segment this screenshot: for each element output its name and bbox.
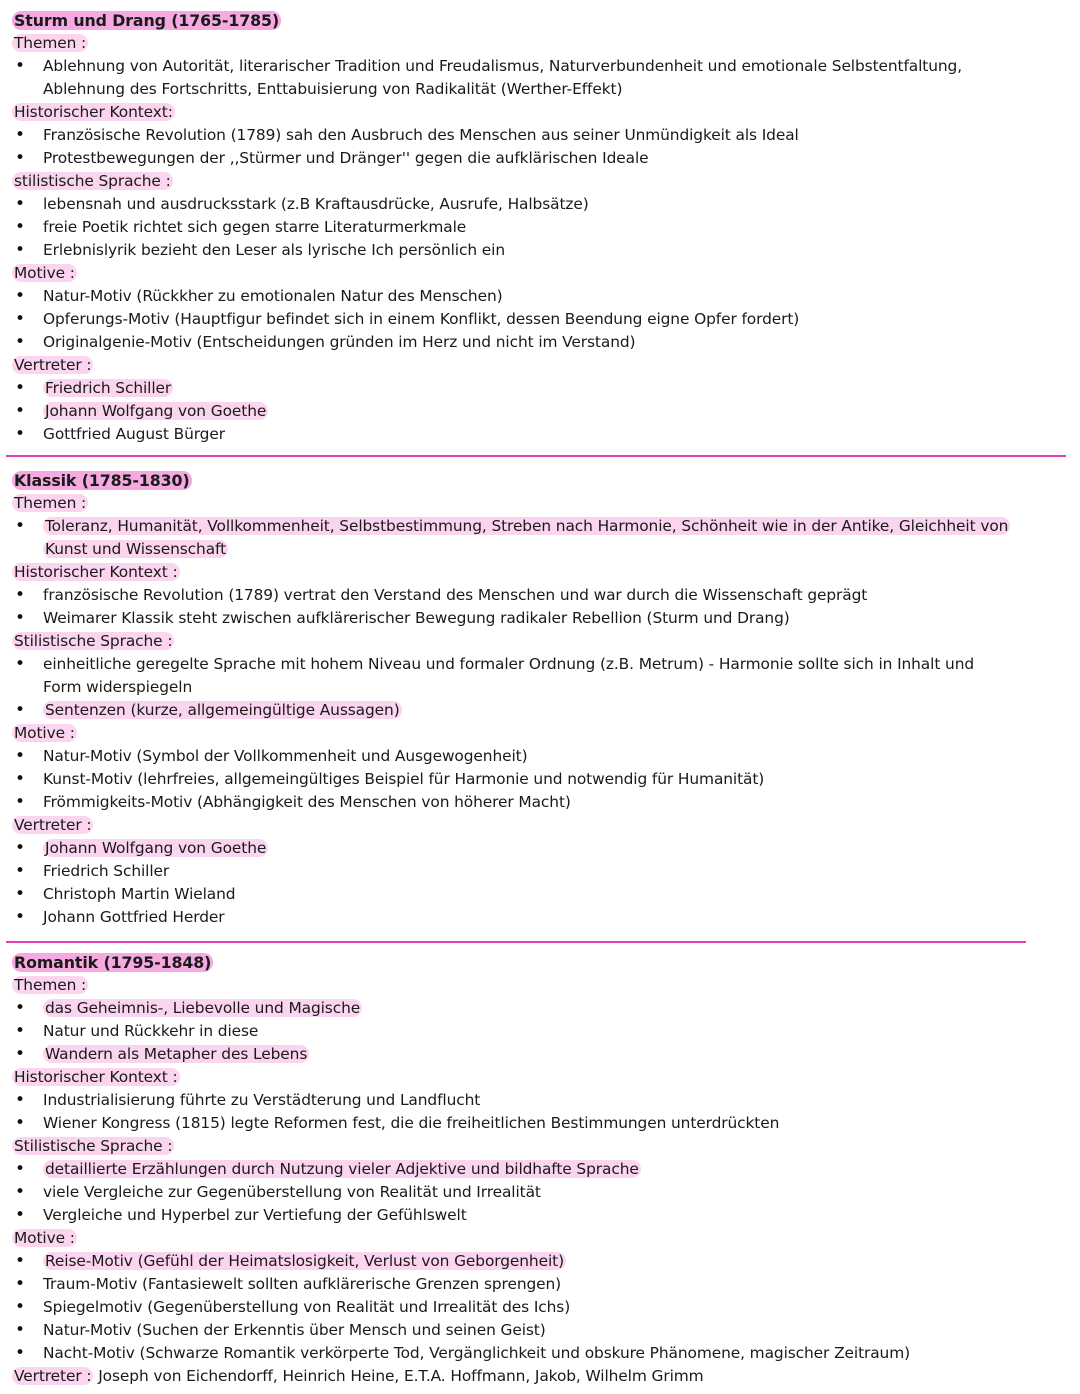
- list-item: • Ablehnung von Autorität, literarischer Tradition und Freudalismus, Naturverbundenheit und emotionale Selbstentfaltung,: [0, 55, 1080, 78]
- sprache-heading: stilistische Sprache :: [14, 172, 171, 190]
- list-item: • Christoph Martin Wieland: [0, 883, 1080, 906]
- list-item: • Erlebnislyrik bezieht den Leser als lyrische Ich persönlich ein: [0, 239, 1080, 262]
- list-item: • Reise-Motiv (Gefühl der Heimatslosigkeit, Verlust von Geborgenheit): [0, 1250, 1080, 1273]
- list-item: • Gottfried August Bürger: [0, 423, 1080, 446]
- motive-heading: Motive :: [14, 724, 75, 742]
- section-divider: [6, 941, 1026, 943]
- kontext-heading: Historischer Kontext:: [14, 103, 173, 121]
- kontext-heading: Historischer Kontext :: [14, 1068, 178, 1086]
- epoch-title: Klassik (1785-1830): [14, 471, 190, 490]
- list-item: • Industrialisierung führte zu Verstädterung und Landflucht: [0, 1089, 1080, 1112]
- list-item: • Friedrich Schiller: [0, 377, 1080, 400]
- sprache-heading: Stilistische Sprache :: [14, 1137, 173, 1155]
- sprache-heading: Stilistische Sprache :: [14, 632, 173, 650]
- epoch-title: Sturm und Drang (1765-1785): [14, 11, 280, 30]
- list-item: • Sentenzen (kurze, allgemeingültige Aussagen): [0, 699, 1080, 722]
- kontext-heading: Historischer Kontext :: [14, 563, 178, 581]
- vertreter-line: Vertreter : Joseph von Eichendorff, Heinrich Heine, E.T.A. Hoffmann, Jakob, Wilhelm Grimm: [14, 1367, 704, 1385]
- list-item: • Johann Wolfgang von Goethe: [0, 837, 1080, 860]
- themen-heading: Themen :: [14, 34, 87, 52]
- list-item-continuation: Ablehnung des Fortschritts, Enttabuisierung von Radikalität (Werther-Effekt): [43, 80, 623, 98]
- vertreter-list: Joseph von Eichendorff, Heinrich Heine, E.T.A. Hoffmann, Jakob, Wilhelm Grimm: [98, 1367, 704, 1385]
- epoch-title: Romantik (1795-1848): [14, 953, 212, 972]
- themen-heading: Themen :: [14, 976, 87, 994]
- list-item: • Traum-Motiv (Fantasiewelt sollten aufklärerische Grenzen sprengen): [0, 1273, 1080, 1296]
- list-item: • Originalgenie-Motiv (Entscheidungen gründen im Herz und nicht im Verstand): [0, 331, 1080, 354]
- list-item: • französische Revolution (1789) vertrat den Verstand des Menschen und war durch die Wissenschaft geprägt: [0, 584, 1080, 607]
- list-item: • Vergleiche und Hyperbel zur Vertiefung der Gefühlswelt: [0, 1204, 1080, 1227]
- list-item: • Johann Wolfgang von Goethe: [0, 400, 1080, 423]
- epoch-romantik: [0, 951, 1080, 1388]
- list-item: • Wiener Kongress (1815) legte Reformen fest, die die freiheitlichen Bestimmungen unterdrückten: [0, 1112, 1080, 1135]
- list-item: • detaillierte Erzählungen durch Nutzung vieler Adjektive und bildhafte Sprache: [0, 1158, 1080, 1181]
- list-item: • Natur-Motiv (Rückkher zu emotionalen Natur des Menschen): [0, 285, 1080, 308]
- motive-heading: Motive :: [14, 264, 75, 282]
- section-divider: [6, 455, 1066, 457]
- list-item: • Spiegelmotiv (Gegenüberstellung von Realität und Irrealität des Ichs): [0, 1296, 1080, 1319]
- list-item: • Natur-Motiv (Suchen der Erkenntis über Mensch und seinen Geist): [0, 1319, 1080, 1342]
- list-item: • das Geheimnis-, Liebevolle und Magische: [0, 997, 1080, 1020]
- list-item: • Weimarer Klassik steht zwischen aufklärerischer Bewegung radikaler Rebellion (Sturm und Drang): [0, 607, 1080, 630]
- list-item-continuation: Kunst und Wissenschaft: [45, 540, 227, 558]
- list-item: • Toleranz, Humanität, Vollkommenheit, Selbstbestimmung, Streben nach Harmonie, Schönheit wie in der Antike, Gleichheit von: [0, 515, 1080, 538]
- list-item: • Natur-Motiv (Symbol der Vollkommenheit und Ausgewogenheit): [0, 745, 1080, 768]
- list-item: • einheitliche geregelte Sprache mit hohem Niveau und formaler Ordnung (z.B. Metrum) - Harmonie sollte sich in Inhalt und: [0, 653, 1080, 676]
- list-item: • Protestbewegungen der ,,Stürmer und Dränger'' gegen die aufklärischen Ideale: [0, 147, 1080, 170]
- list-item: • lebensnah und ausdrucksstark (z.B Kraftausdrücke, Ausrufe, Halbsätze): [0, 193, 1080, 216]
- list-item: • Französische Revolution (1789) sah den Ausbruch des Menschen aus seiner Unmündigkeit als Ideal: [0, 124, 1080, 147]
- list-item: • Natur und Rückkehr in diese: [0, 1020, 1080, 1043]
- list-item: • Johann Gottfried Herder: [0, 906, 1080, 929]
- list-item: • Friedrich Schiller: [0, 860, 1080, 883]
- list-item: • Kunst-Motiv (lehrfreies, allgemeingültiges Beispiel für Harmonie und notwendig für Humanität): [0, 768, 1080, 791]
- list-item-continuation: Form widerspiegeln: [43, 678, 193, 696]
- epoch-klassik: [0, 469, 1080, 929]
- list-item: • viele Vergleiche zur Gegenüberstellung von Realität und Irrealität: [0, 1181, 1080, 1204]
- list-item: • Frömmigkeits-Motiv (Abhängigkeit des Menschen von höherer Macht): [0, 791, 1080, 814]
- motive-heading: Motive :: [14, 1229, 75, 1247]
- list-item: • Wandern als Metapher des Lebens: [0, 1043, 1080, 1066]
- list-item: • Opferungs-Motiv (Hauptfigur befindet sich in einem Konflikt, dessen Beendung eigne Opfer fordert): [0, 308, 1080, 331]
- vertreter-heading: Vertreter :: [14, 356, 92, 374]
- list-item: • freie Poetik richtet sich gegen starre Literaturmerkmale: [0, 216, 1080, 239]
- epoch-sturm-und-drang: [0, 9, 1080, 446]
- list-item: • Nacht-Motiv (Schwarze Romantik verkörperte Tod, Vergänglichkeit und obskure Phänomene, magischer Zeitraum): [0, 1342, 1080, 1365]
- vertreter-heading: Vertreter :: [14, 816, 92, 834]
- themen-heading: Themen :: [14, 494, 87, 512]
